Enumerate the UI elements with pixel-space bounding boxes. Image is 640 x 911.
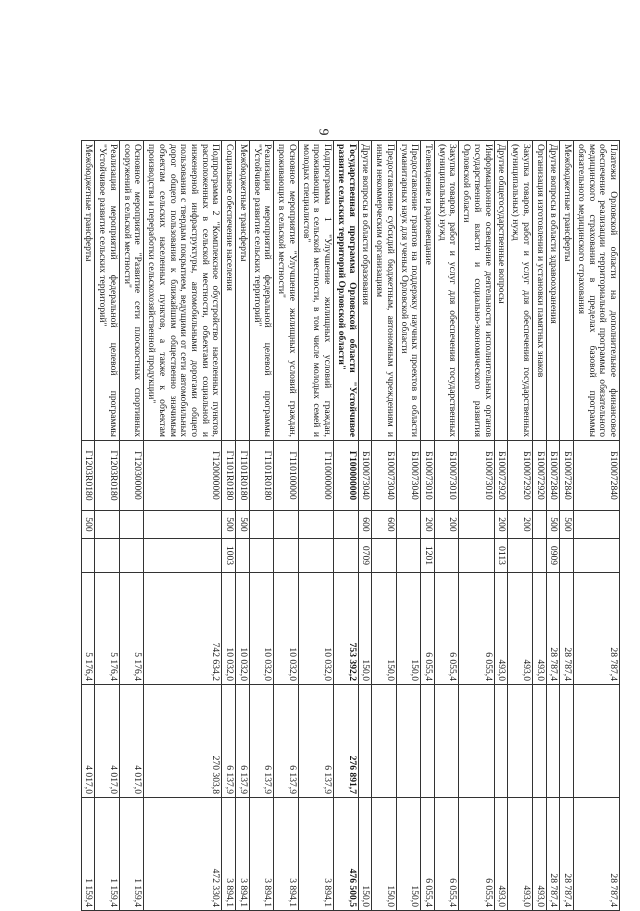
row-name: Телевидение и радиовещание [421,141,435,441]
table-row [560,141,574,911]
amount-federal: 270 303,8 [144,685,222,798]
amount-regional: 150,0 [396,798,420,911]
row-name: Платежи Орловской области на дополнительное финансовое обеспечение реализации территориальной программы обязательного медицинского страхования в пределах базовой программы обязательного медицинского страхования [574,141,620,441]
section-code [249,539,273,573]
amount-regional: 472 330,4 [144,798,222,911]
row-name: Межбюджетные трансферты [236,141,250,441]
amount-federal [372,685,396,798]
section-code [560,539,574,573]
amount-regional: 1 159,4 [95,798,119,911]
table-row [236,141,250,911]
expense-type-code: 500 [222,511,236,539]
amount-total: 10 032,0 [298,573,333,685]
section-code [144,539,222,573]
amount-total: 10 032,0 [274,573,298,685]
amount-regional: 6 055,4 [421,798,435,911]
amount-total: 10 032,0 [222,573,236,685]
expense-type-code [119,511,143,539]
expense-type-code: 600 [372,511,396,539]
target-article-code: Б100073010 [421,441,435,511]
expense-type-code [274,511,298,539]
table-row [372,141,396,911]
amount-federal [421,685,435,798]
expense-type-code: 200 [494,511,508,539]
target-article-code: Б100073040 [372,441,396,511]
row-name: Межбюджетные трансферты [81,141,95,441]
amount-federal: 6 137,9 [298,685,333,798]
table-row [421,141,435,911]
row-name: Реализация мероприятий федеральной целевой программы "Устойчивое развитие сельских территорий" [249,141,273,441]
expense-type-code: 500 [81,511,95,539]
target-article-code: Г120300000 [119,441,143,511]
rotated-content [83,140,620,910]
target-article-code: Г110100000 [274,441,298,511]
row-name: Государственная программа Орловской области "Устойчивое развитие сельских территорий Орловской области" [334,141,358,441]
amount-regional: 150,0 [372,798,396,911]
section-code [372,539,396,573]
row-name: Закупка товаров, работ и услуг для обеспечения государственных (муниципальных) нужд [508,141,532,441]
target-article-code: Г1101R0180 [249,441,273,511]
table-row [358,141,372,911]
amount-federal [560,685,574,798]
amount-federal: 6 137,9 [249,685,273,798]
table-row [334,141,358,911]
table-row [249,141,273,911]
section-code [396,539,420,573]
amount-total: 493,0 [494,573,508,685]
section-code [532,539,546,573]
amount-federal: 6 137,9 [274,685,298,798]
amount-regional: 1 159,4 [119,798,143,911]
amount-total: 493,0 [508,573,532,685]
row-name: Другие вопросы в области образования [358,141,372,441]
expense-type-code [532,511,546,539]
section-code [459,539,494,573]
amount-federal: 4 017,0 [95,685,119,798]
expense-type-code: 500 [236,511,250,539]
amount-regional: 28 787,4 [560,798,574,911]
target-article-code: Г1203R0180 [95,441,119,511]
row-name: Реализация мероприятий федеральной целевой программы "Устойчивое развитие сельских территорий" [95,141,119,441]
table-row [396,141,420,911]
expense-type-code: 200 [421,511,435,539]
amount-regional: 6 055,4 [459,798,494,911]
expense-type-code [249,511,273,539]
amount-total: 10 032,0 [249,573,273,685]
amount-regional: 493,0 [532,798,546,911]
target-article-code: Г1101R0180 [222,441,236,511]
amount-regional: 3 894,1 [249,798,273,911]
expense-type-code [95,511,119,539]
amount-federal [546,685,560,798]
amount-total: 5 176,4 [81,573,95,685]
amount-total: 6 055,4 [434,573,458,685]
amount-regional: 3 894,1 [298,798,333,911]
row-name: Предоставление грантов на поддержку научных проектов в области гуманитарных наук для ученых Орловской области [396,141,420,441]
target-article-code: Б100073040 [358,441,372,511]
amount-total: 5 176,4 [119,573,143,685]
section-code: 0909 [546,539,560,573]
expense-type-code: 600 [358,511,372,539]
row-name: Основное мероприятие "Развитие сети плоскостных спортивных сооружений в сельской местности" [119,141,143,441]
target-article-code: Б100072920 [532,441,546,511]
table-row [434,141,458,911]
amount-federal: 4 017,0 [81,685,95,798]
table-row [494,141,508,911]
expense-type-code: 500 [560,511,574,539]
section-code: 0709 [358,539,372,573]
amount-regional: 3 894,1 [274,798,298,911]
section-code [298,539,333,573]
amount-regional: 28 787,4 [574,798,620,911]
table-row [81,141,95,911]
target-article-code: Г110000000 [298,441,333,511]
expense-type-code [459,511,494,539]
row-name: Предоставление субсидий бюджетным, автономным учреждениям и иным некоммерческим организациям [372,141,396,441]
amount-total: 493,0 [532,573,546,685]
expense-type-code [298,511,333,539]
table-row [222,141,236,911]
table-row [459,141,494,911]
amount-total: 10 032,0 [236,573,250,685]
amount-federal [459,685,494,798]
amount-regional: 476 500,5 [334,798,358,911]
table-row [508,141,532,911]
row-name: Подпрограмма 2 "Комплексное обустройство населенных пунктов, расположенных в сельской местности, объектами социальной и инженерной инфраструктуры, автомобильными дорогами общего пользования с твердым покрытием, ведущими от сети автомобильных дорог общего пользования к ближайшим общественно значимым объектам сельских населенных пунктов, а также к объектам производства и переработки сельскохозяйственной продукции" [144,141,222,441]
section-code [574,539,620,573]
section-code [119,539,143,573]
table-row [274,141,298,911]
amount-federal [508,685,532,798]
expense-type-code [574,511,620,539]
amount-federal [434,685,458,798]
target-article-code: Г120000000 [144,441,222,511]
amount-federal [574,685,620,798]
amount-total: 753 392,2 [334,573,358,685]
amount-total: 28 787,4 [574,573,620,685]
amount-federal [358,685,372,798]
target-article-code: Б100072920 [508,441,532,511]
target-article-code: Б100073010 [434,441,458,511]
amount-total: 150,0 [358,573,372,685]
row-name: Межбюджетные трансферты [560,141,574,441]
target-article-code: Г100000000 [334,441,358,511]
row-name: Закупка товаров, работ и услуг для обеспечения государственных (муниципальных) нужд [434,141,458,441]
amount-total: 5 176,4 [95,573,119,685]
amount-regional: 493,0 [508,798,532,911]
table-row [95,141,119,911]
row-name: Социальное обеспечение населения [222,141,236,441]
section-code [95,539,119,573]
row-name: Подпрограмма 1 "Улучшение жилищных условий граждан, проживающих в сельской местности, в том числе молодых семей и молодых специалистов" [298,141,333,441]
amount-federal [396,685,420,798]
amount-federal [494,685,508,798]
target-article-code: Г1203R0180 [81,441,95,511]
section-code [508,539,532,573]
amount-total: 28 787,4 [560,573,574,685]
target-article-code: Б100073040 [396,441,420,511]
section-code [434,539,458,573]
section-code: 0113 [494,539,508,573]
amount-regional: 6 055,4 [434,798,458,911]
expense-type-code: 500 [546,511,560,539]
table-row [546,141,560,911]
section-code [334,539,358,573]
expense-type-code [396,511,420,539]
amount-federal [532,685,546,798]
amount-total: 6 055,4 [421,573,435,685]
amount-federal: 6 137,9 [236,685,250,798]
section-code: 1003 [222,539,236,573]
target-article-code: Б100072920 [494,441,508,511]
target-article-code: Б100072840 [546,441,560,511]
amount-federal: 4 017,0 [119,685,143,798]
expense-type-code [144,511,222,539]
amount-regional: 493,0 [494,798,508,911]
expense-type-code [334,511,358,539]
amount-regional: 3 894,1 [236,798,250,911]
table-row [144,141,222,911]
table-row [574,141,620,911]
amount-total: 28 787,4 [546,573,560,685]
target-article-code: Б100072840 [560,441,574,511]
amount-total: 150,0 [372,573,396,685]
target-article-code: Б100072840 [574,441,620,511]
section-code: 1201 [421,539,435,573]
row-name: Организация изготовления и установки памятных знаков [532,141,546,441]
amount-regional: 3 894,1 [222,798,236,911]
table-row [119,141,143,911]
row-name: Другие общегосударственные вопросы [494,141,508,441]
amount-total: 6 055,4 [459,573,494,685]
budget-table-body [81,141,619,911]
page-number: 9 [315,128,331,136]
section-code [274,539,298,573]
row-name: Основное мероприятие "Улучшение жилищных условий граждан, проживающих в сельской местности" [274,141,298,441]
amount-regional: 28 787,4 [546,798,560,911]
amount-regional: 1 159,4 [81,798,95,911]
amount-federal: 6 137,9 [222,685,236,798]
expense-type-code: 200 [508,511,532,539]
amount-total: 150,0 [396,573,420,685]
amount-federal: 276 891,7 [334,685,358,798]
row-name: Информационное освещение деятельности исполнительных органов государственной власти и социально-экономического развития Орловской области [459,141,494,441]
amount-regional: 150,0 [358,798,372,911]
budget-table [81,140,620,911]
expense-type-code: 200 [434,511,458,539]
amount-total: 742 634,2 [144,573,222,685]
table-row [532,141,546,911]
section-code [81,539,95,573]
section-code [236,539,250,573]
table-row [298,141,333,911]
row-name: Другие вопросы в области здравоохранения [546,141,560,441]
target-article-code: Г1101R0180 [236,441,250,511]
target-article-code: Б100073010 [459,441,494,511]
